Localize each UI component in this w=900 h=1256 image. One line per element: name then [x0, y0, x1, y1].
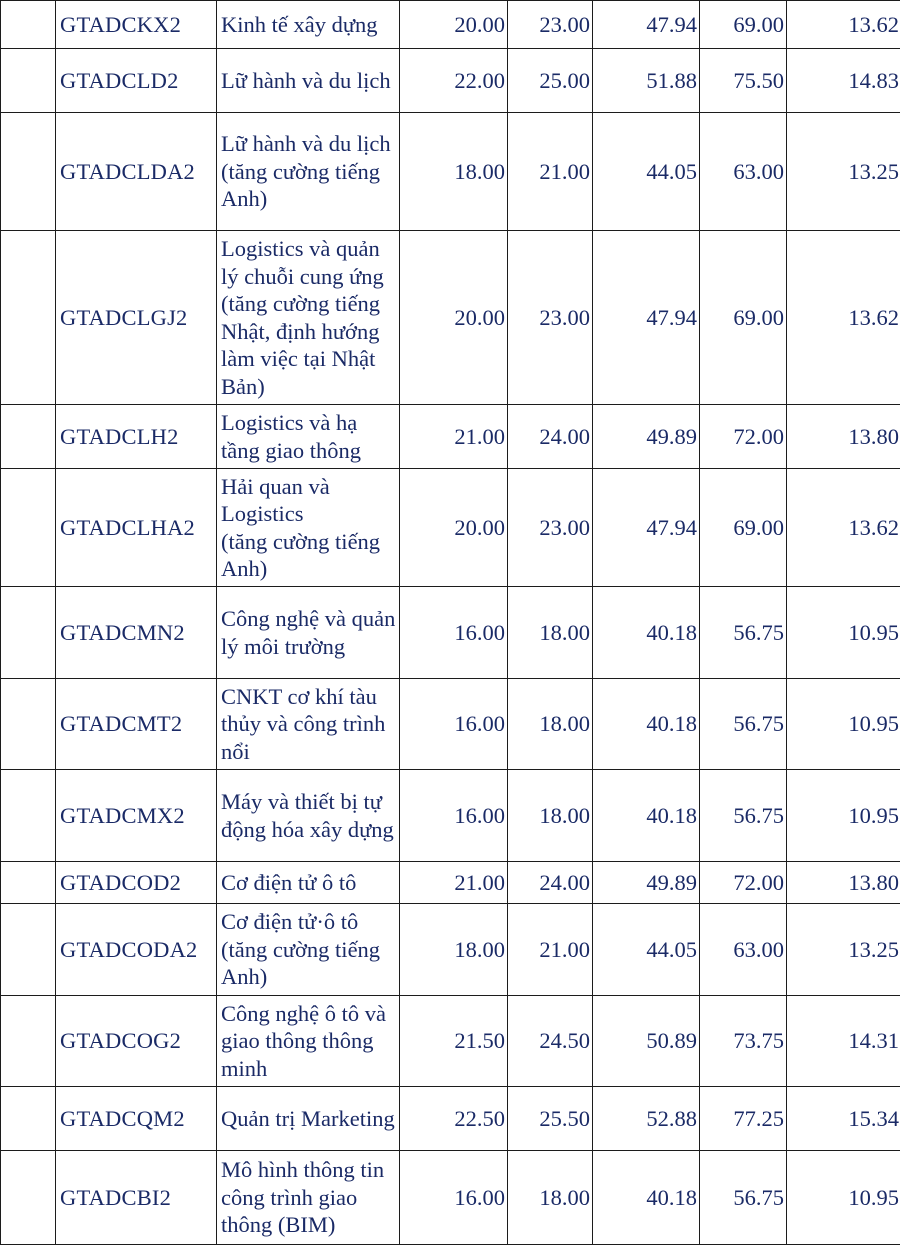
score-col-4-cell: 72.00 — [700, 405, 787, 469]
blank-index-cell — [1, 231, 56, 405]
score-col-3-cell: 40.18 — [593, 1151, 700, 1245]
program-code-cell: GTADCLGJ2 — [56, 231, 217, 405]
table-row-gtadckx2 — [1, 1, 900, 49]
table-row-gtadcmn2 — [1, 587, 900, 679]
program-name-cell: Cơ điện tử·ô tô (tăng cường tiếng Anh) — [217, 904, 400, 996]
score-col-4-cell: 63.00 — [700, 904, 787, 996]
score-col-5-cell: 13.62 — [787, 231, 900, 405]
program-code-cell: GTADCMN2 — [56, 587, 217, 679]
score-col-3-cell: 52.88 — [593, 1087, 700, 1151]
score-col-1-cell: 16.00 — [400, 1151, 508, 1245]
score-col-2-cell: 24.00 — [508, 405, 593, 469]
score-col-5-cell: 10.95 — [787, 679, 900, 770]
program-name-cell: Công nghệ và quản lý môi trường — [217, 587, 400, 679]
program-code-cell: GTADCODA2 — [56, 904, 217, 996]
score-col-5-cell: 13.62 — [787, 1, 900, 49]
score-col-2-cell: 21.00 — [508, 113, 593, 231]
score-col-3-cell: 49.89 — [593, 405, 700, 469]
program-name-cell: Công nghệ ô tô và giao thông thông minh — [217, 996, 400, 1087]
score-col-1-cell: 20.00 — [400, 1, 508, 49]
score-col-2-cell: 21.00 — [508, 904, 593, 996]
table-row-gtadcmx2 — [1, 770, 900, 862]
score-col-4-cell: 69.00 — [700, 1, 787, 49]
score-col-4-cell: 75.50 — [700, 49, 787, 113]
blank-index-cell — [1, 469, 56, 587]
score-col-5-cell: 13.25 — [787, 904, 900, 996]
blank-index-cell — [1, 405, 56, 469]
blank-index-cell — [1, 1151, 56, 1245]
table-row-gtadcqm2 — [1, 1087, 900, 1151]
program-code-cell: GTADCOD2 — [56, 862, 217, 904]
program-code-cell: GTADCLH2 — [56, 405, 217, 469]
score-col-5-cell: 13.80 — [787, 862, 900, 904]
score-col-2-cell: 24.50 — [508, 996, 593, 1087]
program-name-cell: Quản trị Marketing — [217, 1087, 400, 1151]
table-row-gtadcoda2 — [1, 904, 900, 996]
score-col-5-cell: 10.95 — [787, 587, 900, 679]
table-row-gtadcld2 — [1, 49, 900, 113]
program-code-cell: GTADCLD2 — [56, 49, 217, 113]
score-col-5-cell: 13.62 — [787, 469, 900, 587]
blank-index-cell — [1, 679, 56, 770]
program-code-cell: GTADCLDA2 — [56, 113, 217, 231]
table-row-gtadclgj2 — [1, 231, 900, 405]
score-col-4-cell: 63.00 — [700, 113, 787, 231]
score-col-1-cell: 16.00 — [400, 770, 508, 862]
program-code-cell: GTADCMT2 — [56, 679, 217, 770]
program-name-cell: Máy và thiết bị tự động hóa xây dựng — [217, 770, 400, 862]
score-col-3-cell: 44.05 — [593, 113, 700, 231]
score-col-4-cell: 73.75 — [700, 996, 787, 1087]
score-col-2-cell: 18.00 — [508, 1151, 593, 1245]
score-col-3-cell: 40.18 — [593, 770, 700, 862]
score-col-4-cell: 69.00 — [700, 469, 787, 587]
score-col-1-cell: 18.00 — [400, 904, 508, 996]
score-col-3-cell: 47.94 — [593, 469, 700, 587]
score-col-4-cell: 56.75 — [700, 587, 787, 679]
score-col-3-cell: 50.89 — [593, 996, 700, 1087]
blank-index-cell — [1, 996, 56, 1087]
program-name-cell: Mô hình thông tin công trình giao thông (BIM) — [217, 1151, 400, 1245]
score-col-4-cell: 56.75 — [700, 679, 787, 770]
score-col-3-cell: 49.89 — [593, 862, 700, 904]
program-name-cell: Cơ điện tử ô tô — [217, 862, 400, 904]
blank-index-cell — [1, 862, 56, 904]
program-code-cell: GTADCBI2 — [56, 1151, 217, 1245]
program-name-cell: Logistics và hạ tầng giao thông — [217, 405, 400, 469]
score-col-2-cell: 25.50 — [508, 1087, 593, 1151]
program-name-cell: Kinh tế xây dựng — [217, 1, 400, 49]
score-col-1-cell: 16.00 — [400, 679, 508, 770]
score-col-2-cell: 24.00 — [508, 862, 593, 904]
score-col-1-cell: 21.00 — [400, 405, 508, 469]
score-col-3-cell: 47.94 — [593, 231, 700, 405]
table-row-gtadcbi2 — [1, 1151, 900, 1245]
program-code-cell: GTADCKX2 — [56, 1, 217, 49]
score-col-1-cell: 22.50 — [400, 1087, 508, 1151]
score-col-1-cell: 21.00 — [400, 862, 508, 904]
score-col-5-cell: 13.25 — [787, 113, 900, 231]
score-col-4-cell: 69.00 — [700, 231, 787, 405]
score-col-3-cell: 44.05 — [593, 904, 700, 996]
program-name-cell: Hải quan và Logistics (tăng cường tiếng Anh) — [217, 469, 400, 587]
score-col-4-cell: 77.25 — [700, 1087, 787, 1151]
table-row-gtadclha2 — [1, 469, 900, 587]
score-col-2-cell: 25.00 — [508, 49, 593, 113]
score-col-2-cell: 18.00 — [508, 587, 593, 679]
score-col-1-cell: 16.00 — [400, 587, 508, 679]
program-name-cell: CNKT cơ khí tàu thủy và công trình nổi — [217, 679, 400, 770]
blank-index-cell — [1, 770, 56, 862]
blank-index-cell — [1, 49, 56, 113]
table-row-gtadcmt2 — [1, 679, 900, 770]
table-row-gtadcod2 — [1, 862, 900, 904]
program-name-cell: Logistics và quản lý chuỗi cung ứng (tăng cường tiếng Nhật, định hướng làm việc tại Nhật Bản) — [217, 231, 400, 405]
program-name-cell: Lữ hành và du lịch — [217, 49, 400, 113]
blank-index-cell — [1, 1087, 56, 1151]
blank-index-cell — [1, 1, 56, 49]
score-col-4-cell: 72.00 — [700, 862, 787, 904]
score-col-5-cell: 10.95 — [787, 770, 900, 862]
table-row-gtadclda2 — [1, 113, 900, 231]
score-col-2-cell: 18.00 — [508, 770, 593, 862]
program-name-cell: Lữ hành và du lịch (tăng cường tiếng Anh) — [217, 113, 400, 231]
score-col-4-cell: 56.75 — [700, 770, 787, 862]
table-row-gtadclh2 — [1, 405, 900, 469]
score-col-1-cell: 18.00 — [400, 113, 508, 231]
score-col-5-cell: 13.80 — [787, 405, 900, 469]
blank-index-cell — [1, 904, 56, 996]
score-col-1-cell: 20.00 — [400, 231, 508, 405]
score-col-2-cell: 18.00 — [508, 679, 593, 770]
program-code-cell: GTADCMX2 — [56, 770, 217, 862]
table-row-gtadcog2 — [1, 996, 900, 1087]
table-body — [1, 1, 900, 1245]
score-col-5-cell: 14.83 — [787, 49, 900, 113]
program-code-cell: GTADCQM2 — [56, 1087, 217, 1151]
score-col-5-cell: 14.31 — [787, 996, 900, 1087]
program-code-cell: GTADCLHA2 — [56, 469, 217, 587]
score-col-3-cell: 40.18 — [593, 679, 700, 770]
score-col-1-cell: 20.00 — [400, 469, 508, 587]
score-col-2-cell: 23.00 — [508, 231, 593, 405]
score-col-1-cell: 22.00 — [400, 49, 508, 113]
score-col-3-cell: 47.94 — [593, 1, 700, 49]
score-col-1-cell: 21.50 — [400, 996, 508, 1087]
score-col-5-cell: 10.95 — [787, 1151, 900, 1245]
score-col-2-cell: 23.00 — [508, 1, 593, 49]
score-col-2-cell: 23.00 — [508, 469, 593, 587]
score-col-3-cell: 40.18 — [593, 587, 700, 679]
score-col-3-cell: 51.88 — [593, 49, 700, 113]
score-col-5-cell: 15.34 — [787, 1087, 900, 1151]
blank-index-cell — [1, 113, 56, 231]
blank-index-cell — [1, 587, 56, 679]
program-code-cell: GTADCOG2 — [56, 996, 217, 1087]
score-col-4-cell: 56.75 — [700, 1151, 787, 1245]
